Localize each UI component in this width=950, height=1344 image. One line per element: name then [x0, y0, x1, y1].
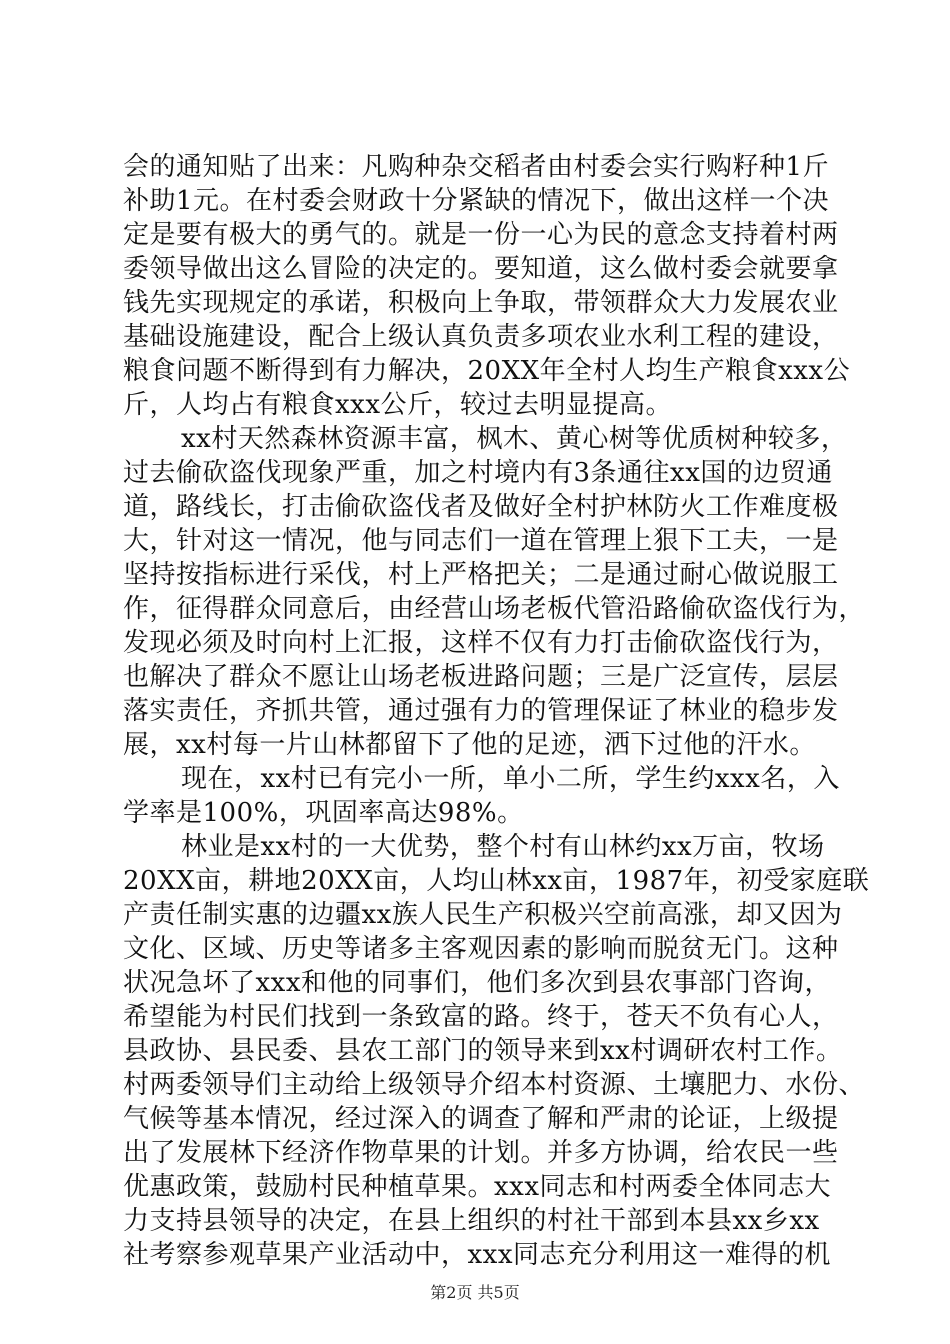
text-line: 基础设施建设，配合上级认真负责多项农业水利工程的建设，	[123, 322, 839, 352]
paragraph-start-line: xx村天然森林资源丰富，枫木、黄心树等优质树种较多，	[181, 424, 848, 454]
text-line: 优惠政策，鼓励村民种植草果。xxx同志和村两委全体同志大	[123, 1172, 831, 1202]
text-line: 20XX亩，耕地20XX亩，人均山林xx亩，1987年，初受家庭联	[123, 866, 870, 896]
text-line: 过去偷砍盗伐现象严重，加之村境内有3条通往xx国的边贸通	[123, 458, 833, 488]
text-line: 坚持按指标进行采伐，村上严格把关；二是通过耐心做说服工	[123, 560, 839, 590]
text-line: 学率是100%，巩固率高达98%。	[123, 798, 524, 828]
text-line: 气候等基本情况，经过深入的调查了解和严肃的论证，上级提	[123, 1104, 839, 1134]
text-line: 力支持县领导的决定，在县上组织的村社干部到本县xx乡xx	[123, 1206, 820, 1236]
text-line: 定是要有极大的勇气的。就是一份一心为民的意念支持着村两	[123, 220, 839, 250]
text-line: 钱先实现规定的承诺，积极向上争取，带领群众大力发展农业	[123, 288, 839, 318]
text-line: 大，针对这一情况，他与同志们一道在管理上狠下工夫，一是	[123, 526, 839, 556]
text-line: 落实责任，齐抓共管，通过强有力的管理保证了林业的稳步发	[123, 696, 839, 726]
text-line: 社考察参观草果产业活动中，xxx同志充分利用这一难得的机	[123, 1240, 831, 1270]
text-line: 出了发展林下经济作物草果的计划。并多方协调，给农民一些	[123, 1138, 839, 1168]
text-line: 作，征得群众同意后，由经营山场老板代管沿路偷砍盗伐行为，	[123, 594, 866, 624]
text-line: 产责任制实惠的边疆xx族人民生产积极兴空前高涨，却又因为	[123, 900, 843, 930]
text-line: 粮食问题不断得到有力解决，20XX年全村人均生产粮食xxx公	[123, 356, 851, 386]
text-line: 斤，人均占有粮食xxx公斤，较过去明显提高。	[123, 390, 672, 420]
text-line: 状况急坏了xxx和他的同事们，他们多次到县农事部门咨询，	[123, 968, 831, 998]
text-line: 补助1元。在村委会财政十分紧缺的情况下，做出这样一个决	[123, 186, 830, 216]
text-line: 也解决了群众不愿让山场老板进路问题；三是广泛宣传，层层	[123, 662, 839, 692]
text-line: 文化、区域、历史等诸多主客观因素的影响而脱贫无门。这种	[123, 934, 839, 964]
text-line: 村两委领导们主动给上级领导介绍本村资源、土壤肥力、水份、	[123, 1070, 866, 1100]
text-line: 展，xx村每一片山林都留下了他的足迹，洒下过他的汗水。	[123, 730, 816, 760]
text-line: 委领导做出这么冒险的决定的。要知道，这么做村委会就要拿	[123, 254, 839, 284]
text-line: 县政协、县民委、县农工部门的领导来到xx村调研农村工作。	[123, 1036, 843, 1066]
paragraph-start-line: 现在，xx村已有完小一所，单小二所，学生约xxx名，入	[181, 764, 840, 794]
text-line: 希望能为村民们找到一条致富的路。终于，苍天不负有心人，	[123, 1002, 839, 1032]
page-number-footer: 第2页 共5页	[430, 1283, 520, 1302]
text-line: 道，路线长，打击偷砍盗伐者及做好全村护林防火工作难度极	[123, 492, 839, 522]
text-line: 发现必须及时向村上汇报，这样不仅有力打击偷砍盗伐行为，	[123, 628, 839, 658]
paragraph-start-line: 林业是xx村的一大优势，整个村有山林约xx万亩，牧场	[181, 832, 825, 862]
text-line: 会的通知贴了出来：凡购种杂交稻者由村委会实行购籽种1斤	[123, 152, 830, 182]
